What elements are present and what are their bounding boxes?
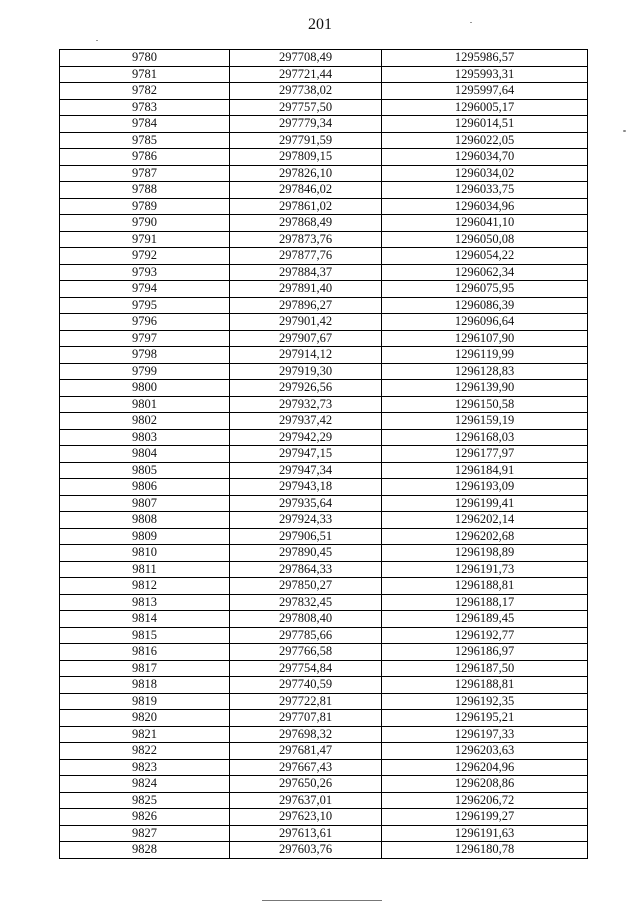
x-coordinate-cell: 297809,15 [230, 149, 382, 166]
y-coordinate-cell: 1296191,63 [382, 825, 588, 842]
y-coordinate-cell: 1296005,17 [382, 99, 588, 116]
table-row [60, 479, 588, 496]
x-coordinate-cell: 297877,76 [230, 248, 382, 265]
x-coordinate-cell: 297738,02 [230, 83, 382, 100]
y-coordinate-cell: 1296193,09 [382, 479, 588, 496]
table-row [60, 66, 588, 83]
table-row [60, 825, 588, 842]
x-coordinate-cell: 297832,45 [230, 594, 382, 611]
x-coordinate-cell: 297932,73 [230, 396, 382, 413]
table-row [60, 264, 588, 281]
y-coordinate-cell: 1296128,83 [382, 363, 588, 380]
point-number-cell: 9788 [60, 182, 230, 199]
coordinates-table [59, 49, 588, 859]
table-row [60, 759, 588, 776]
table-row [60, 198, 588, 215]
y-coordinate-cell: 1296188,81 [382, 677, 588, 694]
point-number-cell: 9784 [60, 116, 230, 133]
x-coordinate-cell: 297935,64 [230, 495, 382, 512]
table-row [60, 842, 588, 859]
point-number-cell: 9813 [60, 594, 230, 611]
point-number-cell: 9780 [60, 50, 230, 67]
point-number-cell: 9828 [60, 842, 230, 859]
point-number-cell: 9811 [60, 561, 230, 578]
point-number-cell: 9790 [60, 215, 230, 232]
point-number-cell: 9825 [60, 792, 230, 809]
x-coordinate-cell: 297914,12 [230, 347, 382, 364]
table-row [60, 413, 588, 430]
table-row [60, 330, 588, 347]
y-coordinate-cell: 1296180,78 [382, 842, 588, 859]
point-number-cell: 9799 [60, 363, 230, 380]
x-coordinate-cell: 297791,59 [230, 132, 382, 149]
x-coordinate-cell: 297884,37 [230, 264, 382, 281]
x-coordinate-cell: 297637,01 [230, 792, 382, 809]
x-coordinate-cell: 297906,51 [230, 528, 382, 545]
y-coordinate-cell: 1296203,63 [382, 743, 588, 760]
point-number-cell: 9814 [60, 611, 230, 628]
x-coordinate-cell: 297740,59 [230, 677, 382, 694]
table-row [60, 429, 588, 446]
table-row [60, 627, 588, 644]
x-coordinate-cell: 297873,76 [230, 231, 382, 248]
point-number-cell: 9791 [60, 231, 230, 248]
point-number-cell: 9781 [60, 66, 230, 83]
y-coordinate-cell: 1296188,81 [382, 578, 588, 595]
point-number-cell: 9796 [60, 314, 230, 331]
table-row [60, 83, 588, 100]
y-coordinate-cell: 1296054,22 [382, 248, 588, 265]
table-row [60, 495, 588, 512]
table-row [60, 314, 588, 331]
point-number-cell: 9783 [60, 99, 230, 116]
y-coordinate-cell: 1296206,72 [382, 792, 588, 809]
x-coordinate-cell: 297603,76 [230, 842, 382, 859]
y-coordinate-cell: 1296139,90 [382, 380, 588, 397]
table-row [60, 248, 588, 265]
y-coordinate-cell: 1296096,64 [382, 314, 588, 331]
table-row [60, 809, 588, 826]
x-coordinate-cell: 297890,45 [230, 545, 382, 562]
table-row [60, 512, 588, 529]
x-coordinate-cell: 297681,47 [230, 743, 382, 760]
y-coordinate-cell: 1296197,33 [382, 726, 588, 743]
point-number-cell: 9789 [60, 198, 230, 215]
x-coordinate-cell: 297943,18 [230, 479, 382, 496]
table-row [60, 363, 588, 380]
x-coordinate-cell: 297650,26 [230, 776, 382, 793]
x-coordinate-cell: 297613,61 [230, 825, 382, 842]
point-number-cell: 9827 [60, 825, 230, 842]
y-coordinate-cell: 1296187,50 [382, 660, 588, 677]
table-row [60, 446, 588, 463]
y-coordinate-cell: 1296107,90 [382, 330, 588, 347]
x-coordinate-cell: 297708,49 [230, 50, 382, 67]
x-coordinate-cell: 297907,67 [230, 330, 382, 347]
point-number-cell: 9805 [60, 462, 230, 479]
y-coordinate-cell: 1296041,10 [382, 215, 588, 232]
point-number-cell: 9793 [60, 264, 230, 281]
table-row [60, 611, 588, 628]
point-number-cell: 9821 [60, 726, 230, 743]
scan-speck [96, 40, 98, 41]
y-coordinate-cell: 1296191,73 [382, 561, 588, 578]
coordinates-table-body [60, 50, 588, 859]
table-row [60, 726, 588, 743]
x-coordinate-cell: 297919,30 [230, 363, 382, 380]
point-number-cell: 9794 [60, 281, 230, 298]
y-coordinate-cell: 1296202,14 [382, 512, 588, 529]
point-number-cell: 9797 [60, 330, 230, 347]
x-coordinate-cell: 297667,43 [230, 759, 382, 776]
table-row [60, 545, 588, 562]
table-row [60, 297, 588, 314]
y-coordinate-cell: 1296192,77 [382, 627, 588, 644]
table-row [60, 462, 588, 479]
y-coordinate-cell: 1296188,17 [382, 594, 588, 611]
point-number-cell: 9804 [60, 446, 230, 463]
table-row [60, 710, 588, 727]
y-coordinate-cell: 1296186,97 [382, 644, 588, 661]
x-coordinate-cell: 297721,44 [230, 66, 382, 83]
point-number-cell: 9816 [60, 644, 230, 661]
y-coordinate-cell: 1296202,68 [382, 528, 588, 545]
x-coordinate-cell: 297850,27 [230, 578, 382, 595]
point-number-cell: 9800 [60, 380, 230, 397]
y-coordinate-cell: 1296033,75 [382, 182, 588, 199]
table-row [60, 99, 588, 116]
x-coordinate-cell: 297623,10 [230, 809, 382, 826]
point-number-cell: 9792 [60, 248, 230, 265]
x-coordinate-cell: 297785,66 [230, 627, 382, 644]
x-coordinate-cell: 297698,32 [230, 726, 382, 743]
point-number-cell: 9809 [60, 528, 230, 545]
point-number-cell: 9803 [60, 429, 230, 446]
scan-edge-line [262, 900, 382, 901]
point-number-cell: 9807 [60, 495, 230, 512]
table-row [60, 743, 588, 760]
table-row [60, 644, 588, 661]
y-coordinate-cell: 1295993,31 [382, 66, 588, 83]
y-coordinate-cell: 1296014,51 [382, 116, 588, 133]
x-coordinate-cell: 297947,34 [230, 462, 382, 479]
point-number-cell: 9808 [60, 512, 230, 529]
table-row [60, 578, 588, 595]
x-coordinate-cell: 297937,42 [230, 413, 382, 430]
table-row [60, 776, 588, 793]
point-number-cell: 9826 [60, 809, 230, 826]
x-coordinate-cell: 297924,33 [230, 512, 382, 529]
x-coordinate-cell: 297722,81 [230, 693, 382, 710]
y-coordinate-cell: 1296192,35 [382, 693, 588, 710]
y-coordinate-cell: 1296075,95 [382, 281, 588, 298]
x-coordinate-cell: 297707,81 [230, 710, 382, 727]
table-row [60, 132, 588, 149]
y-coordinate-cell: 1296208,86 [382, 776, 588, 793]
table-row [60, 50, 588, 67]
point-number-cell: 9815 [60, 627, 230, 644]
y-coordinate-cell: 1296086,39 [382, 297, 588, 314]
y-coordinate-cell: 1296119,99 [382, 347, 588, 364]
table-row [60, 693, 588, 710]
point-number-cell: 9817 [60, 660, 230, 677]
y-coordinate-cell: 1296199,41 [382, 495, 588, 512]
table-row [60, 347, 588, 364]
table-row [60, 231, 588, 248]
y-coordinate-cell: 1296034,70 [382, 149, 588, 166]
y-coordinate-cell: 1296034,02 [382, 165, 588, 182]
table-row [60, 116, 588, 133]
table-row [60, 396, 588, 413]
y-coordinate-cell: 1296150,58 [382, 396, 588, 413]
point-number-cell: 9810 [60, 545, 230, 562]
x-coordinate-cell: 297808,40 [230, 611, 382, 628]
point-number-cell: 9786 [60, 149, 230, 166]
point-number-cell: 9819 [60, 693, 230, 710]
x-coordinate-cell: 297861,02 [230, 198, 382, 215]
y-coordinate-cell: 1296195,21 [382, 710, 588, 727]
x-coordinate-cell: 297891,40 [230, 281, 382, 298]
x-coordinate-cell: 297942,29 [230, 429, 382, 446]
point-number-cell: 9802 [60, 413, 230, 430]
point-number-cell: 9801 [60, 396, 230, 413]
table-row [60, 528, 588, 545]
table-row [60, 165, 588, 182]
table-row [60, 281, 588, 298]
table-row [60, 677, 588, 694]
x-coordinate-cell: 297864,33 [230, 561, 382, 578]
y-coordinate-cell: 1296022,05 [382, 132, 588, 149]
y-coordinate-cell: 1295986,57 [382, 50, 588, 67]
table-row [60, 215, 588, 232]
table-row [60, 594, 588, 611]
point-number-cell: 9823 [60, 759, 230, 776]
x-coordinate-cell: 297926,56 [230, 380, 382, 397]
point-number-cell: 9795 [60, 297, 230, 314]
y-coordinate-cell: 1296184,91 [382, 462, 588, 479]
x-coordinate-cell: 297826,10 [230, 165, 382, 182]
page-number: 201 [308, 16, 332, 33]
x-coordinate-cell: 297868,49 [230, 215, 382, 232]
point-number-cell: 9798 [60, 347, 230, 364]
x-coordinate-cell: 297757,50 [230, 99, 382, 116]
point-number-cell: 9818 [60, 677, 230, 694]
y-coordinate-cell: 1296062,34 [382, 264, 588, 281]
point-number-cell: 9822 [60, 743, 230, 760]
point-number-cell: 9787 [60, 165, 230, 182]
point-number-cell: 9820 [60, 710, 230, 727]
x-coordinate-cell: 297846,02 [230, 182, 382, 199]
y-coordinate-cell: 1296177,97 [382, 446, 588, 463]
table-row [60, 660, 588, 677]
point-number-cell: 9782 [60, 83, 230, 100]
x-coordinate-cell: 297779,34 [230, 116, 382, 133]
y-coordinate-cell: 1296034,96 [382, 198, 588, 215]
y-coordinate-cell: 1296159,19 [382, 413, 588, 430]
table-row [60, 792, 588, 809]
y-coordinate-cell: 1296168,03 [382, 429, 588, 446]
scan-speck [623, 130, 626, 132]
table-row [60, 380, 588, 397]
x-coordinate-cell: 297766,58 [230, 644, 382, 661]
table-row [60, 149, 588, 166]
table-row [60, 182, 588, 199]
y-coordinate-cell: 1296204,96 [382, 759, 588, 776]
x-coordinate-cell: 297896,27 [230, 297, 382, 314]
point-number-cell: 9812 [60, 578, 230, 595]
y-coordinate-cell: 1296050,08 [382, 231, 588, 248]
point-number-cell: 9824 [60, 776, 230, 793]
x-coordinate-cell: 297947,15 [230, 446, 382, 463]
y-coordinate-cell: 1296189,45 [382, 611, 588, 628]
x-coordinate-cell: 297754,84 [230, 660, 382, 677]
scan-speck [470, 22, 472, 23]
y-coordinate-cell: 1295997,64 [382, 83, 588, 100]
y-coordinate-cell: 1296198,89 [382, 545, 588, 562]
x-coordinate-cell: 297901,42 [230, 314, 382, 331]
point-number-cell: 9785 [60, 132, 230, 149]
y-coordinate-cell: 1296199,27 [382, 809, 588, 826]
point-number-cell: 9806 [60, 479, 230, 496]
table-row [60, 561, 588, 578]
